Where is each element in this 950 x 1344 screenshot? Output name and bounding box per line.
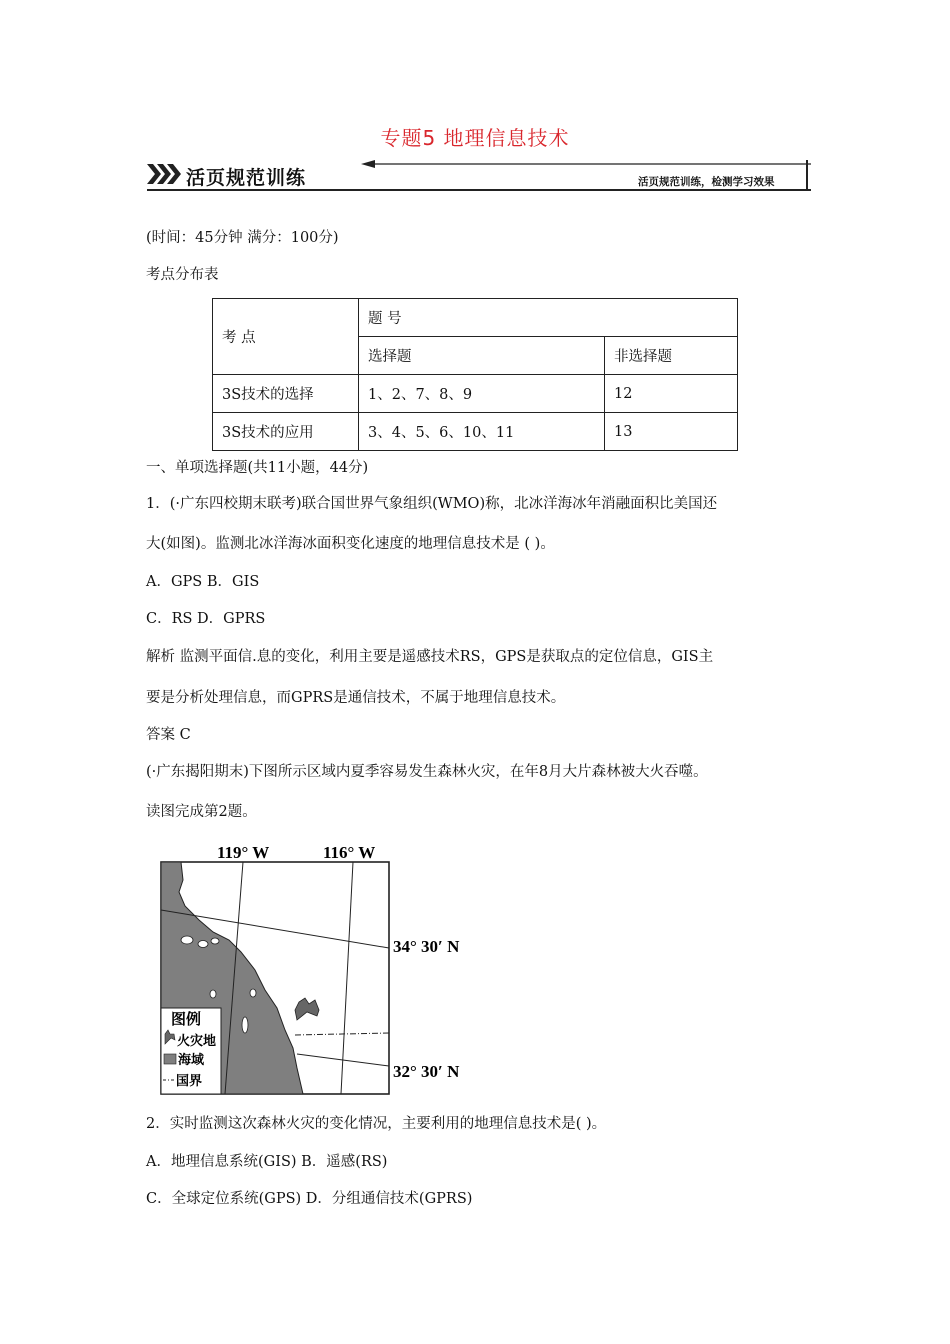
legend-sea-label: 海域 — [178, 1053, 205, 1068]
q1-options-cd: C．RS D．GPRS — [146, 611, 266, 627]
cell-topic: 3S技术的应用 — [213, 413, 359, 451]
fire-region-map — [157, 840, 477, 1102]
passage2-line1: (·广东揭阳期末)下图所示区域内夏季容易发生森林火灾，在年8月大片森林被大火吞噬。 — [146, 764, 708, 780]
legend-border-label: 国界 — [176, 1074, 203, 1089]
header-choice: 选择题 — [359, 337, 605, 375]
q1-answer: 答案 C — [146, 727, 191, 743]
legend-sea-swatch — [164, 1054, 176, 1064]
q1-stem-line1: 1．(·广东四校期末联考)联合国世界气象组织(WMO)称，北冰洋海冰年消融面积比美国还 — [146, 496, 718, 512]
header-nonchoice: 非选择题 — [605, 337, 738, 375]
q1-analysis-line1: 解析 监测平面信.息的变化，利用主要是遥感技术RS，GPS是获取点的定位信息，GIS主 — [146, 649, 714, 665]
q1-options-ab: A．GPS B．GIS — [146, 574, 260, 590]
q1-analysis-line2: 要是分析处理信息，而GPRS是通信技术，不属于地理信息技术。 — [146, 690, 566, 706]
banner-slogan: 活页规范训练，检测学习效果 — [638, 176, 775, 188]
cell-nonchoice: 12 — [605, 375, 738, 413]
page-title: 专题5 地理信息技术 — [380, 126, 570, 150]
label-116w: 116° W — [323, 843, 376, 862]
label-32-30n: 32° 30′ N — [393, 1062, 460, 1081]
label-119w: 119° W — [217, 843, 270, 862]
passage2-line2: 读图完成第2题。 — [146, 804, 257, 820]
table-caption: 考点分布表 — [146, 267, 219, 283]
cell-nonchoice: 13 — [605, 413, 738, 451]
q2-stem: 2．实时监测这次森林火灾的变化情况，主要利用的地理信息技术是( )。 — [146, 1116, 607, 1132]
q2-options-ab: A．地理信息系统(GIS) B．遥感(RS) — [146, 1154, 388, 1170]
header-kaodian: 考 点 — [213, 299, 359, 375]
double-chevron-icon — [147, 164, 181, 184]
cell-choice: 3、4、5、6、10、11 — [359, 413, 605, 451]
section-heading: 一、单项选择题(共11小题，44分) — [146, 460, 369, 476]
cell-topic: 3S技术的选择 — [213, 375, 359, 413]
table-header-row — [213, 299, 738, 337]
legend-fire-label: 火灾地 — [177, 1034, 217, 1049]
header-tihao: 题 号 — [359, 299, 738, 337]
table-row — [213, 413, 738, 451]
q1-stem-line2: 大(如图)。监测北冰洋海冰面积变化速度的地理信息技术是 ( )。 — [146, 536, 555, 552]
label-34-30n: 34° 30′ N — [393, 937, 460, 956]
table-row — [213, 375, 738, 413]
time-line: (时间：45分钟 满分：100分) — [146, 230, 339, 246]
legend-title: 图例 — [171, 1010, 202, 1028]
q2-options-cd: C．全球定位系统(GPS) D．分组通信技术(GPRS) — [146, 1191, 473, 1207]
topic-distribution-table — [212, 298, 738, 451]
banner-label: 活页规范训练 — [186, 167, 307, 189]
cell-choice: 1、2、7、8、9 — [359, 375, 605, 413]
